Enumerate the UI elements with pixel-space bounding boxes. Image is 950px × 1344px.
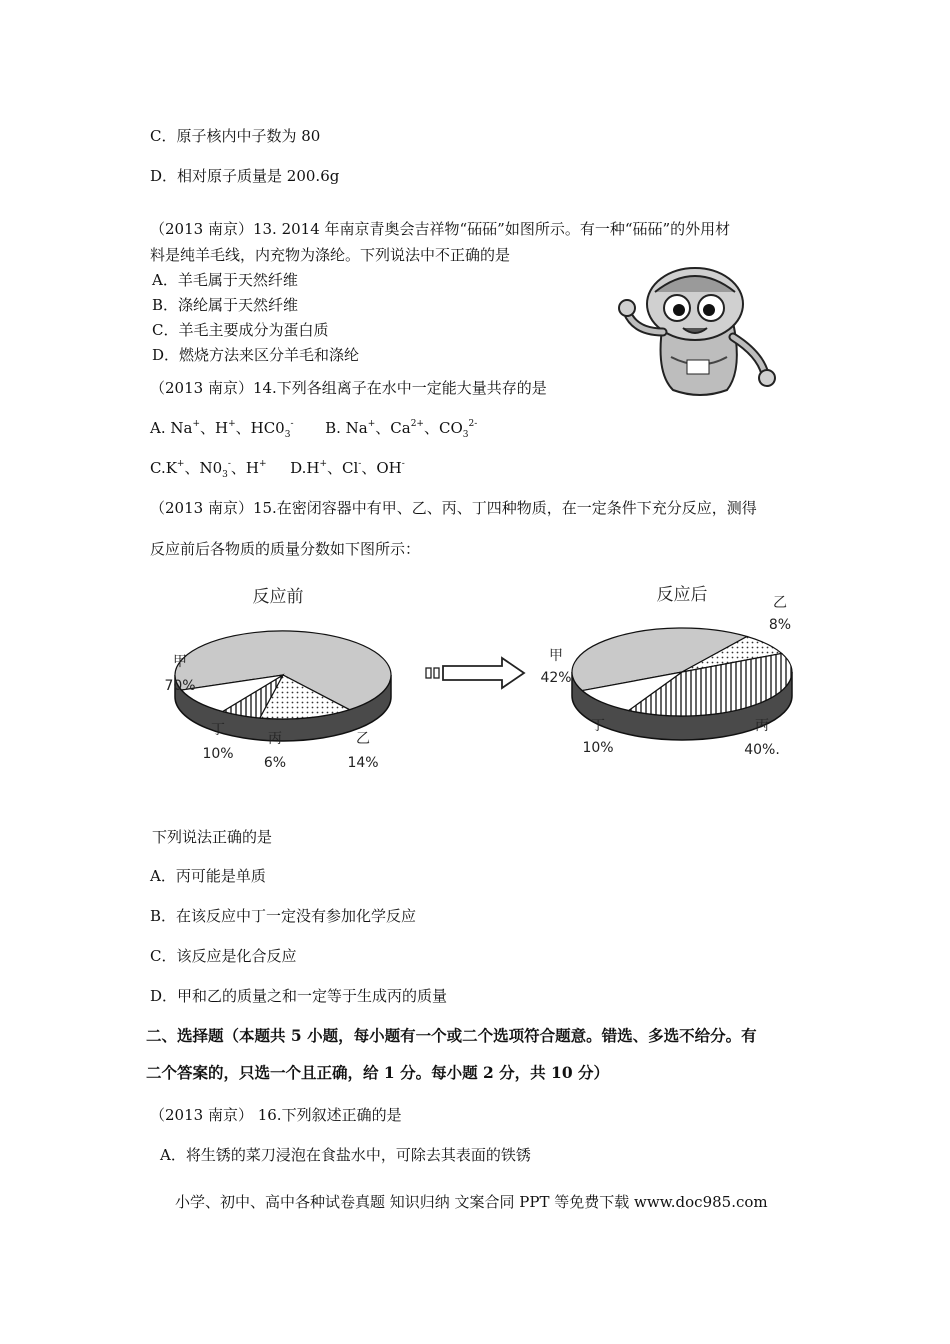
pie-before-label-ding: 丁 <box>211 722 225 738</box>
q14-stem: （2013 南京）14.下列各组离子在水中一定能大量共存的是 <box>150 379 547 397</box>
q14-options-cd: C.K+、$N0_3^-$、H+ D.H+、Cl-、OH- <box>150 459 405 480</box>
q13-stem-line2: 料是纯羊毛线，内充物为涤纶。下列说法中不正确的是 <box>150 246 511 264</box>
mascot-image <box>615 262 785 402</box>
section2-heading-line2: 二个答案的，只选一个且正确，给 1 分。每小题 2 分，共 10 分） <box>146 1063 610 1082</box>
page-footer: 小学、初中、高中各种试卷真题 知识归纳 文案合同 PPT 等免费下载 www.doc985.com <box>175 1193 768 1211</box>
q13-option-b: B．涤纶属于天然纤维 <box>152 296 299 314</box>
q15-option-c: C．该反应是化合反应 <box>150 947 297 965</box>
pie-after-label-ding: 丁 <box>591 718 605 734</box>
pie-before <box>175 631 391 741</box>
q16-stem: （2013 南京） 16.下列叙述正确的是 <box>150 1106 402 1124</box>
pie-after-value-ding: 10% <box>582 740 614 756</box>
pie-before-title: 反应前 <box>252 587 304 607</box>
pie-after-title: 反应后 <box>656 585 708 605</box>
q15-option-d: D．甲和乙的质量之和一定等于生成丙的质量 <box>150 987 448 1005</box>
q15-option-b: B．在该反应中丁一定没有参加化学反应 <box>150 907 417 925</box>
q14-options-ab: A. Na+、H+、$HC0_3^-$ B. Na+、$Ca^{2+}$、$CO_3^{2-}$ <box>150 419 478 440</box>
arrow-icon <box>426 658 524 688</box>
pie-before-value-jia: 70% <box>164 678 196 694</box>
q13-option-c: C．羊毛主要成分为蛋白质 <box>152 321 329 339</box>
q15-stem-line1: （2013 南京）15.在密闭容器中有甲、乙、丙、丁四种物质，在一定条件下充分反应，测得 <box>150 499 757 517</box>
q15-prompt: 下列说法正确的是 <box>152 828 273 846</box>
pie-before-label-yi: 乙 <box>356 731 370 747</box>
pie-charts-figure <box>150 580 810 790</box>
pie-after-value-bing: 40%. <box>744 742 780 758</box>
pie-after-label-jia: 甲 <box>549 648 563 664</box>
q15-stem-line2: 反应前后各物质的质量分数如下图所示： <box>150 540 421 558</box>
q13-stem-line1: （2013 南京）13. 2014 年南京青奥会吉祥物“砳砳”如图所示。有一种“砳砳”的外用材 <box>150 220 731 238</box>
q13-option-d: D．燃烧方法来区分羊毛和涤纶 <box>152 346 360 364</box>
pie-after-value-jia: 42% <box>540 670 572 686</box>
q15-option-a: A．丙可能是单质 <box>150 867 266 885</box>
pie-after-value-yi: 8% <box>768 617 792 633</box>
pie-before-value-bing: 6% <box>263 755 287 771</box>
section2-heading-line1: 二、选择题（本题共 5 小题，每小题有一个或二个选项符合题意。错选、多选不给分。有 <box>146 1026 757 1045</box>
q12-option-d: D．相对原子质量是 200.6g <box>150 167 340 185</box>
pie-before-label-bing: 丙 <box>268 731 282 747</box>
pie-before-value-yi: 14% <box>347 755 379 771</box>
pie-before-value-ding: 10% <box>202 746 234 762</box>
q13-option-a: A．羊毛属于天然纤维 <box>152 271 298 289</box>
pie-after-label-bing: 丙 <box>755 718 769 734</box>
pie-before-label-jia: 甲 <box>173 654 187 670</box>
pie-after-label-yi: 乙 <box>773 595 787 611</box>
q16-option-a: A．将生锈的菜刀浸泡在食盐水中，可除去其表面的铁锈 <box>160 1146 531 1164</box>
q12-option-c: C．原子核内中子数为 80 <box>150 127 321 145</box>
